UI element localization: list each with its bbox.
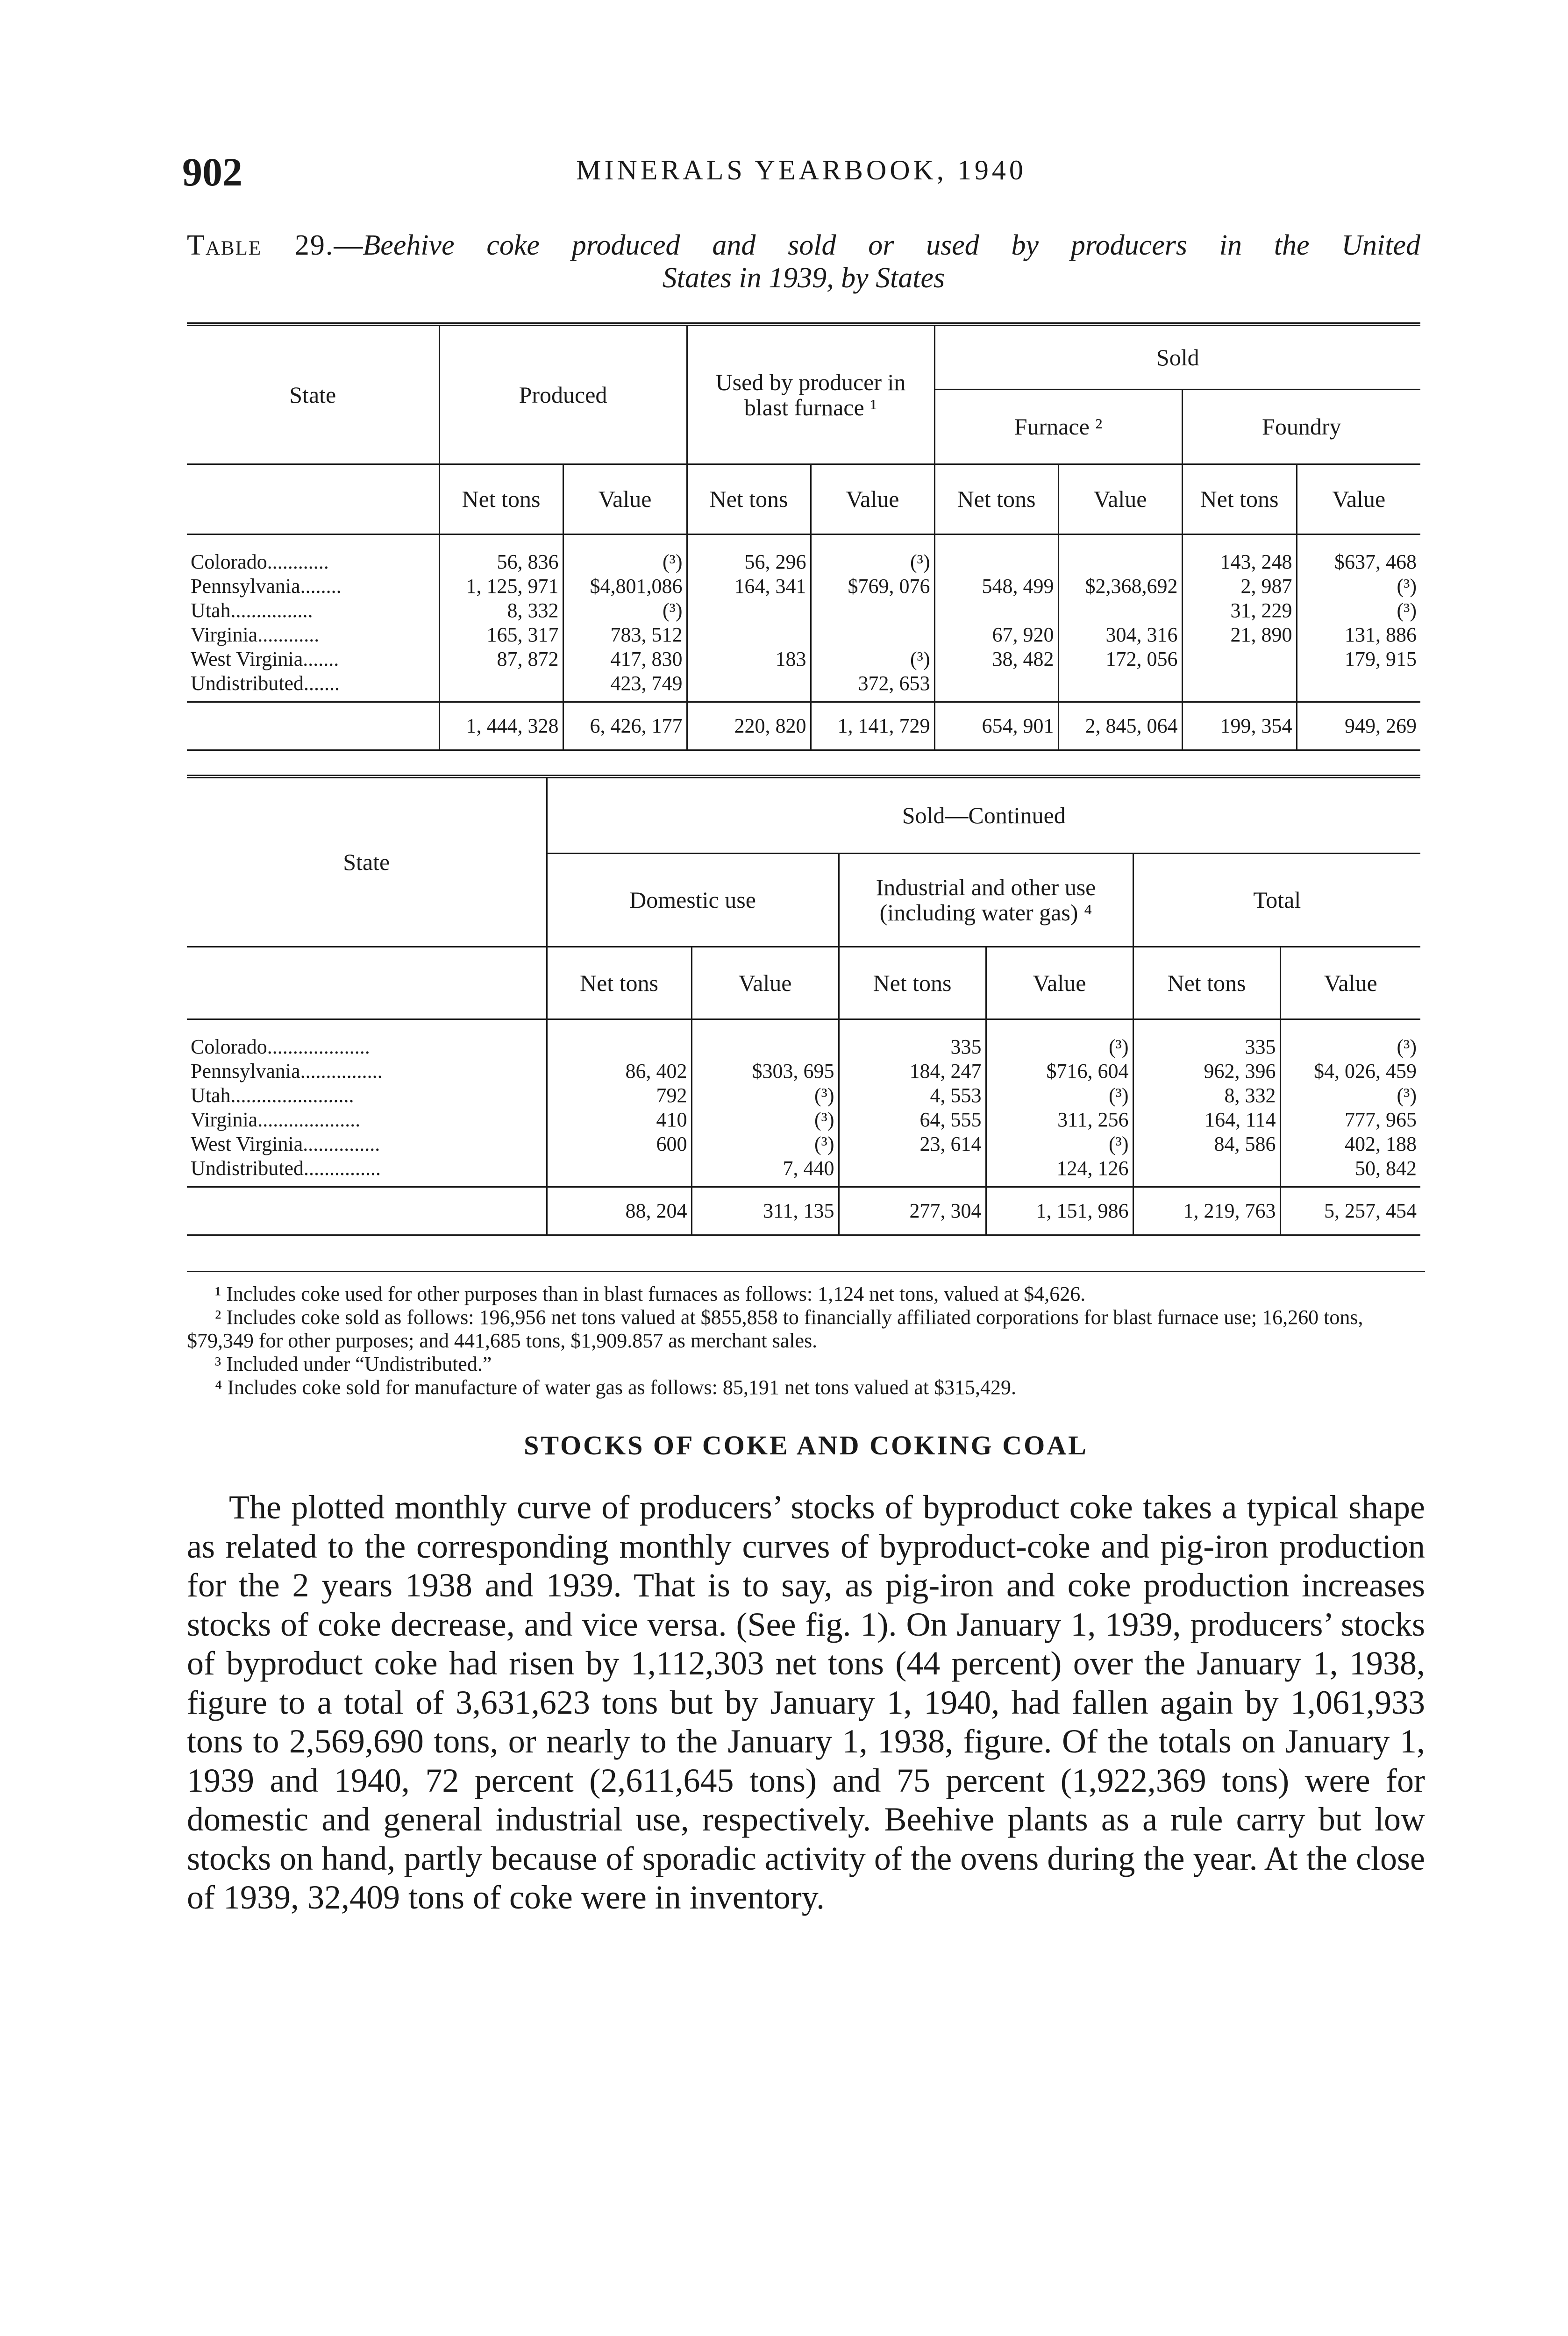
total-cell: 88, 204 xyxy=(547,1187,691,1235)
table-cell: 4, 553 xyxy=(839,1083,986,1108)
table-cell: 86, 402 xyxy=(547,1059,691,1083)
table-cell: 56, 296 xyxy=(687,534,811,574)
col-value-header: Value xyxy=(691,947,839,1019)
table-row xyxy=(187,1132,1420,1156)
table-cell: (³) xyxy=(811,534,934,574)
dot-leader: ............ xyxy=(257,623,320,646)
table-cell xyxy=(934,534,1058,574)
footnote: ³ Included under “Undistributed.” xyxy=(215,1353,492,1375)
table-cell: 84, 586 xyxy=(1133,1132,1280,1156)
table-cell xyxy=(547,1156,691,1187)
table-cell xyxy=(1058,534,1182,574)
table-body-part2 xyxy=(187,1019,1420,1187)
dot-leader: ............... xyxy=(303,1132,380,1155)
row-state-cell xyxy=(187,623,439,647)
table-cell: 164, 341 xyxy=(687,574,811,598)
table-cell: 8, 332 xyxy=(1133,1083,1280,1108)
dot-leader: .................... xyxy=(257,1108,361,1131)
table-cell: 423, 749 xyxy=(563,671,687,702)
data-table-part1 xyxy=(187,322,1420,751)
table-cell xyxy=(687,598,811,623)
table-row xyxy=(187,647,1420,671)
row-state-cell xyxy=(187,671,439,702)
table-cell: 172, 056 xyxy=(1058,647,1182,671)
totals-row xyxy=(187,1187,1420,1235)
col-net-tons-header: Net tons xyxy=(1182,464,1297,534)
table-cell: (³) xyxy=(691,1108,839,1132)
table-row xyxy=(187,1059,1420,1083)
table-cell xyxy=(1133,1156,1280,1187)
table-cell xyxy=(811,598,934,623)
table-cell: (³) xyxy=(986,1132,1133,1156)
table-cell xyxy=(839,1156,986,1187)
dot-leader: ............... xyxy=(303,1156,381,1180)
total-cell: 199, 354 xyxy=(1182,702,1297,750)
table-cell: 131, 886 xyxy=(1297,623,1420,647)
footnotes xyxy=(187,1271,1425,1399)
table-cell xyxy=(439,671,563,702)
table-cell: $637, 468 xyxy=(1297,534,1420,574)
table-cell: 165, 317 xyxy=(439,623,563,647)
col-sold-continued-header: Sold—Continued xyxy=(547,778,1420,853)
state-name: West Virginia xyxy=(191,647,303,670)
state-name: Pennsylvania xyxy=(191,1059,300,1083)
col-sold-header: Sold xyxy=(934,326,1420,389)
total-cell: 949, 269 xyxy=(1297,702,1420,750)
table-cell xyxy=(1058,598,1182,623)
table-row xyxy=(187,598,1420,623)
table-cell: $4, 026, 459 xyxy=(1280,1059,1420,1083)
col-net-tons-header: Net tons xyxy=(687,464,811,534)
row-state-cell xyxy=(187,647,439,671)
table-cell: (³) xyxy=(1280,1083,1420,1108)
state-name: Colorado xyxy=(191,550,267,573)
col-value-header: Value xyxy=(1058,464,1182,534)
table-cell: 548, 499 xyxy=(934,574,1058,598)
state-name: Undistributed xyxy=(191,1156,304,1180)
dot-leader: ................ xyxy=(300,1059,383,1083)
row-state-cell xyxy=(187,1059,547,1083)
row-state-cell xyxy=(187,598,439,623)
total-cell: 1, 219, 763 xyxy=(1133,1187,1280,1235)
table-cell: $769, 076 xyxy=(811,574,934,598)
table-cell: 56, 836 xyxy=(439,534,563,574)
footnote: ¹ Includes coke used for other purposes than in blast furnaces as follows: 1,124 net tons, valued at $4,626. xyxy=(215,1282,1086,1305)
table-cell: 335 xyxy=(839,1019,986,1059)
col-state-header: State xyxy=(187,778,547,947)
state-name: Pennsylvania xyxy=(191,574,300,598)
table-cell: 304, 316 xyxy=(1058,623,1182,647)
data-table-part2 xyxy=(187,775,1420,1236)
total-cell: 277, 304 xyxy=(839,1187,986,1235)
dot-leader: .................... xyxy=(267,1035,370,1058)
table-cell: 50, 842 xyxy=(1280,1156,1420,1187)
col-value-header: Value xyxy=(986,947,1133,1019)
table-cell: 2, 987 xyxy=(1182,574,1297,598)
page-number: 902 xyxy=(182,150,242,194)
total-cell: 6, 426, 177 xyxy=(563,702,687,750)
table-row xyxy=(187,1108,1420,1132)
table-cell: (³) xyxy=(986,1019,1133,1059)
row-state-cell xyxy=(187,574,439,598)
table-cell: 783, 512 xyxy=(563,623,687,647)
row-state-cell xyxy=(187,534,439,574)
table-cell xyxy=(547,1019,691,1059)
col-produced-header: Produced xyxy=(439,326,687,464)
table-row xyxy=(187,1083,1420,1108)
state-name: West Virginia xyxy=(191,1132,303,1155)
table-cell: 311, 256 xyxy=(986,1108,1133,1132)
total-cell: 1, 151, 986 xyxy=(986,1187,1133,1235)
table-cell: 21, 890 xyxy=(1182,623,1297,647)
dot-leader: ....... xyxy=(303,671,340,695)
col-foundry-header: Foundry xyxy=(1182,389,1420,464)
col-net-tons-header: Net tons xyxy=(439,464,563,534)
table-cell: 1, 125, 971 xyxy=(439,574,563,598)
state-name: Virginia xyxy=(191,623,258,646)
table-row xyxy=(187,1019,1420,1059)
table-cell: (³) xyxy=(691,1132,839,1156)
total-cell: 1, 141, 729 xyxy=(811,702,934,750)
table-row xyxy=(187,574,1420,598)
total-cell: 220, 820 xyxy=(687,702,811,750)
table-cell: 87, 872 xyxy=(439,647,563,671)
col-net-tons-header: Net tons xyxy=(839,947,986,1019)
table-cell: (³) xyxy=(1297,574,1420,598)
table-cell: 417, 830 xyxy=(563,647,687,671)
table-cell: (³) xyxy=(563,598,687,623)
col-net-tons-header: Net tons xyxy=(547,947,691,1019)
table-cell xyxy=(1297,671,1420,702)
dot-leader: ........................ xyxy=(230,1083,354,1107)
state-name: Utah xyxy=(191,598,231,622)
dot-leader: ........ xyxy=(300,574,342,598)
table-row xyxy=(187,1156,1420,1187)
running-title: MINERALS YEARBOOK, 1940 xyxy=(576,155,1026,185)
body-text xyxy=(187,1488,1425,1917)
table-cell: 335 xyxy=(1133,1019,1280,1059)
row-state-cell xyxy=(187,1108,547,1132)
dot-leader: ............ xyxy=(267,550,329,573)
table-body-part1 xyxy=(187,534,1420,702)
table-cell: $2,368,692 xyxy=(1058,574,1182,598)
table-row xyxy=(187,671,1420,702)
table-cell: 8, 332 xyxy=(439,598,563,623)
table-cell xyxy=(1182,671,1297,702)
row-state-cell xyxy=(187,1156,547,1187)
state-name: Virginia xyxy=(191,1108,258,1131)
table-cell: 179, 915 xyxy=(1297,647,1420,671)
page-header xyxy=(182,149,1420,195)
table-cell: 777, 965 xyxy=(1280,1108,1420,1132)
table-row xyxy=(187,534,1420,574)
table-cell: 38, 482 xyxy=(934,647,1058,671)
table-cell: $303, 695 xyxy=(691,1059,839,1083)
totals-row xyxy=(187,702,1420,750)
state-name: Undistributed xyxy=(191,671,304,695)
col-used-by-producer-header: Used by producer in blast furnace ¹ xyxy=(687,326,934,464)
table-cell xyxy=(811,623,934,647)
table-cell: 792 xyxy=(547,1083,691,1108)
table-cell: 124, 126 xyxy=(986,1156,1133,1187)
table-cell: 23, 614 xyxy=(839,1132,986,1156)
table-cell: (³) xyxy=(986,1083,1133,1108)
table-cell xyxy=(934,598,1058,623)
table-caption: Table 29.—Beehive coke produced and sold or used by producers in the United States in 1939, by States xyxy=(187,229,1421,294)
col-furnace-header: Furnace ² xyxy=(934,389,1182,464)
body-paragraph: The plotted monthly curve of producers’ stocks of byproduct coke takes a typical shape as related to the corresponding monthly curves of byproduct-coke and pig-iron production for the 2 years 1938 and 1939. That is to say, as pig-iron and coke production increases stocks of coke decrease, and vice versa. (See fig. 1). On January 1, 1939, producers’ stocks of byproduct coke had risen by 1,112,303 net tons (44 percent) over the January 1, 1938, figure to a total of 3,631,623 tons but by January 1, 1940, had fallen again by 1,061,933 tons to 2,569,690 tons, or nearly to the January 1, 1938, figure. Of the totals on January 1, 1939 and 1940, 72 percent (2,611,645 tons) and 75 percent (1,922,369 tons) were for domestic and general industrial use, respectively. Beehive plants as a rule carry but low stocks on hand, partly because of sporadic activity of the ovens during the year. At the close of 1939, 32,409 tons of coke were in inventory. xyxy=(187,1488,1425,1916)
state-name: Colorado xyxy=(191,1035,267,1058)
row-state-cell xyxy=(187,1083,547,1108)
table-cell: 372, 653 xyxy=(811,671,934,702)
row-state-cell xyxy=(187,1019,547,1059)
col-value-header: Value xyxy=(1280,947,1420,1019)
col-value-header: Value xyxy=(563,464,687,534)
table-cell: 410 xyxy=(547,1108,691,1132)
table-row xyxy=(187,623,1420,647)
col-industrial-header: Industrial and other use (including water gas) ⁴ xyxy=(839,853,1133,947)
table-cell xyxy=(691,1019,839,1059)
total-cell: 1, 444, 328 xyxy=(439,702,563,750)
table-cell: 962, 396 xyxy=(1133,1059,1280,1083)
table-cell: 31, 229 xyxy=(1182,598,1297,623)
footnote: ² Includes coke sold as follows: 196,956 net tons valued at $855,858 to financially affiliated corporations for blast furnace use; 16,260 tons, $79,349 for other purposes; and 441,685 tons, $1,909.857 as merchant sales. xyxy=(187,1306,1363,1352)
col-net-tons-header: Net tons xyxy=(934,464,1058,534)
table-cell xyxy=(934,671,1058,702)
table-cell: 600 xyxy=(547,1132,691,1156)
state-name: Utah xyxy=(191,1083,231,1107)
col-net-tons-header: Net tons xyxy=(1133,947,1280,1019)
col-total-header: Total xyxy=(1133,853,1420,947)
total-cell: 2, 845, 064 xyxy=(1058,702,1182,750)
table-title-line1: Beehive coke produced and sold or used by producers in the United xyxy=(363,229,1421,261)
footnote-rule xyxy=(187,1271,1425,1272)
table-cell: 7, 440 xyxy=(691,1156,839,1187)
table-cell: 64, 555 xyxy=(839,1108,986,1132)
table-cell: (³) xyxy=(1280,1019,1420,1059)
total-cell: 5, 257, 454 xyxy=(1280,1187,1420,1235)
table-cell: 183 xyxy=(687,647,811,671)
table-cell xyxy=(687,671,811,702)
table-cell: 184, 247 xyxy=(839,1059,986,1083)
total-cell: 311, 135 xyxy=(691,1187,839,1235)
table-cell xyxy=(1182,647,1297,671)
table-cell: 143, 248 xyxy=(1182,534,1297,574)
table-cell: (³) xyxy=(563,534,687,574)
table-cell: $4,801,086 xyxy=(563,574,687,598)
dot-leader: ................ xyxy=(230,598,313,622)
table-cell: 67, 920 xyxy=(934,623,1058,647)
col-value-header: Value xyxy=(1297,464,1420,534)
table-label: Table 29. xyxy=(187,229,334,261)
total-cell: 654, 901 xyxy=(934,702,1058,750)
table-cell: (³) xyxy=(1297,598,1420,623)
col-domestic-use-header: Domestic use xyxy=(547,853,839,947)
table-title-line2: States in 1939, by States xyxy=(662,262,945,294)
row-state-cell xyxy=(187,1132,547,1156)
dot-leader: ....... xyxy=(303,647,339,670)
table-cell: $716, 604 xyxy=(986,1059,1133,1083)
footnote: ⁴ Includes coke sold for manufacture of water gas as follows: 85,191 net tons valued at $315,429. xyxy=(215,1376,1017,1399)
table-cell: (³) xyxy=(811,647,934,671)
table-cell: (³) xyxy=(691,1083,839,1108)
table-cell xyxy=(687,623,811,647)
table-cell: 402, 188 xyxy=(1280,1132,1420,1156)
table-cell: 164, 114 xyxy=(1133,1108,1280,1132)
col-value-header: Value xyxy=(811,464,934,534)
table-cell xyxy=(1058,671,1182,702)
section-heading: STOCKS OF COKE AND COKING COAL xyxy=(524,1430,1088,1460)
col-state-header: State xyxy=(187,326,439,464)
